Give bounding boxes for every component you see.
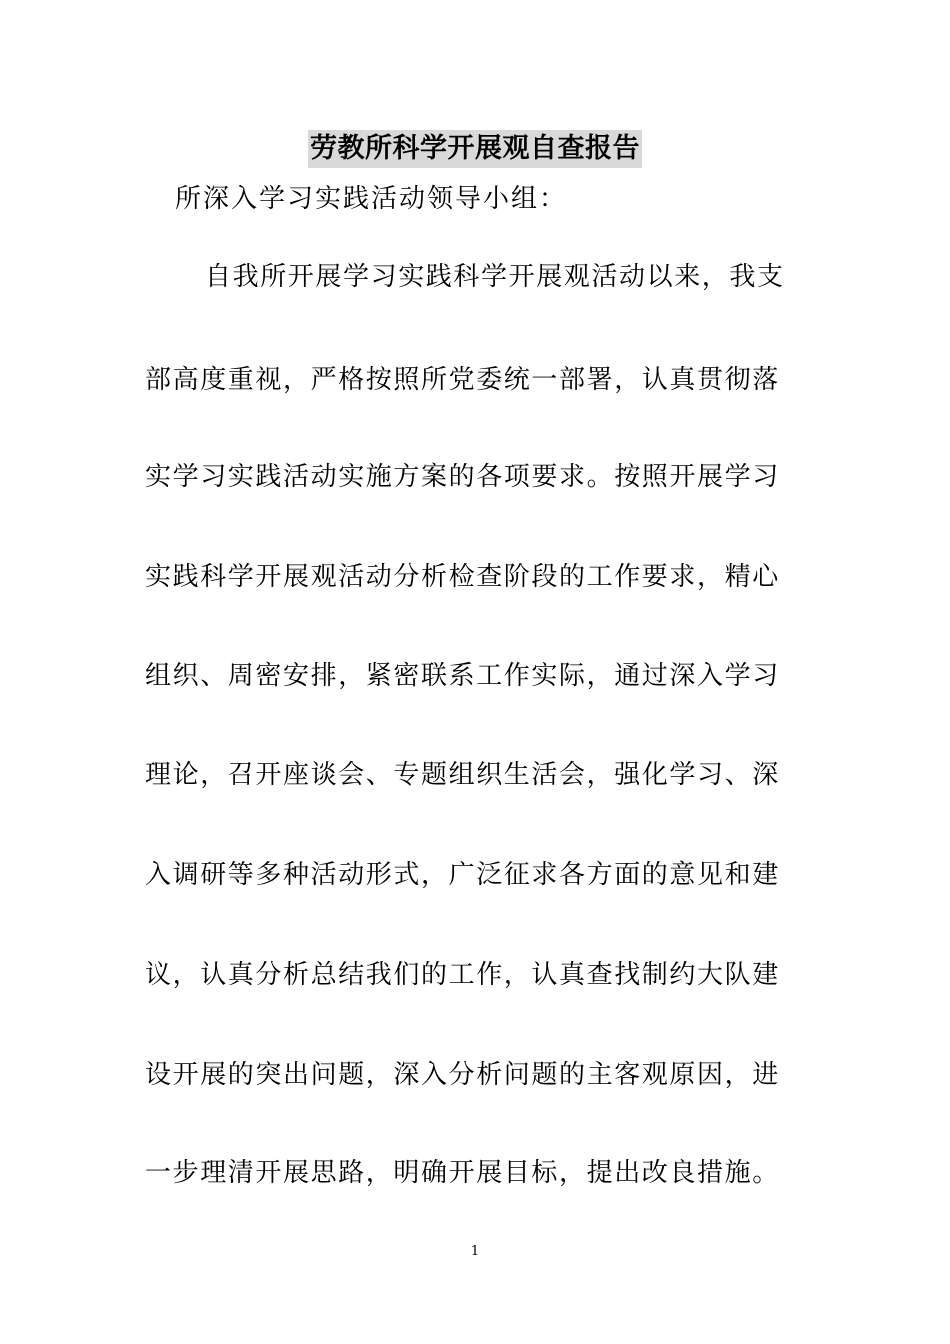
body-line: 一步理清开展思路，明确开展目标，提出改良措施。 [145, 1158, 780, 1188]
body-line: 理论，召开座谈会、专题组织生活会，强化学习、深 [145, 760, 780, 790]
salutation: 所深入学习实践活动领导小组： [175, 184, 568, 214]
body-line: 自我所开展学习实践科学开展观活动以来，我支 [205, 262, 785, 292]
title-container [0, 130, 950, 168]
body-line: 组织、周密安排，紧密联系工作实际，通过深入学习 [145, 661, 780, 691]
body-line: 议，认真分析总结我们的工作，认真查找制约大队建 [145, 960, 780, 990]
page-number: 1 [470, 1244, 480, 1259]
document-title: 劳教所科学开展观自查报告 [308, 130, 642, 168]
body-line: 实践科学开展观活动分析检查阶段的工作要求，精心 [145, 562, 780, 592]
body-line: 部高度重视，严格按照所党委统一部署，认真贯彻落 [145, 365, 780, 395]
body-line: 实学习实践活动实施方案的各项要求。按照开展学习 [145, 462, 780, 492]
body-line: 设开展的突出问题，深入分析问题的主客观原因，进 [145, 1060, 780, 1090]
body-line: 入调研等多种活动形式，广泛征求各方面的意见和建 [145, 860, 780, 890]
